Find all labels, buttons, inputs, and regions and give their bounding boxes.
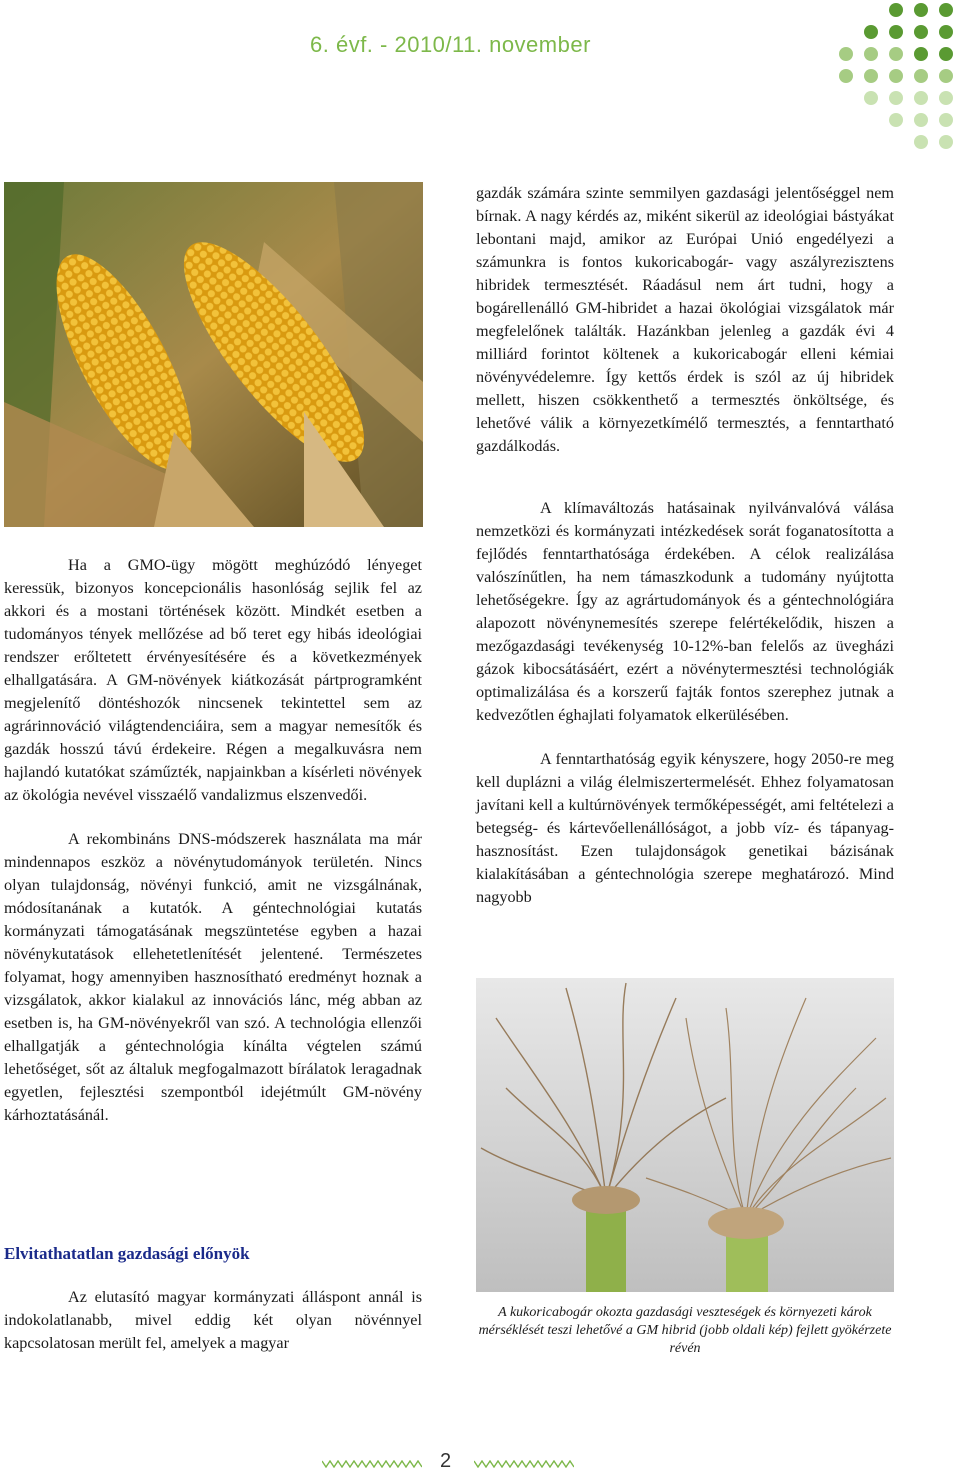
paragraph: Az elutasító magyar kormányzati álláspont annál is indokolatlanabb, mivel eddig két olyan növénnyel kapcsolatosan merült fel, amelyek a magyar xyxy=(4,1288,422,1352)
issue-header: 6. évf. - 2010/11. november xyxy=(310,32,591,57)
left-text-column xyxy=(4,554,422,1148)
footer-ornament-right xyxy=(474,1460,574,1468)
page-number: 2 xyxy=(440,1450,452,1472)
photo-caption: A kukoricabogár okozta gazdasági veszteségek és környezeti károk mérséklését teszi lehetővé a GM hibrid (jobb oldali kép) fejlett gyökérzete révén xyxy=(478,1305,892,1356)
gm-roots-comparison-photo xyxy=(476,978,894,1292)
paragraph: A fenntarthatóság egyik kényszere, hogy 2050-re meg kell duplázni a világ élelmiszertermelését. Ehhez folyamatosan javítani kell a kultúrnövények termőképességét, ami feltételezi a betegség- és kártevőellenállóságot, a jobb víz- és tápanyag-hasznosítást. Ezen tulajdonságok genetikai bázisának kialakításában a géntechnológia szerepe meghatározó. Mind nagyobb xyxy=(476,750,894,906)
right-text-column xyxy=(476,182,894,479)
left-text-column-bottom xyxy=(4,1242,422,1376)
corn-cobs-photo xyxy=(4,182,423,527)
paragraph: gazdák számára szinte semmilyen gazdasági jelentőséggel nem bírnak. A nagy kérdés az, miként sikerül az ideológiai bástyákat lebontani majd, amikor az Európai Unió engedélyezi a számunkra is fontos kukoricabogár- vagy aszályrezisztens hibridek termesztését. Ráadásul nem árt tudni, hogy a bogárellenálló GM-hibridet a hazai ökológiai vizsgálatok már megfelelőnek találták. Hazánkban jelenleg a gazdák évi 4 milliárd forintot költenek a kukoricabogár elleni kémiai növényvédelemre. Így kettős érdek is szól az új hibridek mellett, hiszen csökkenthető a termesztés önköltsége, és lehetővé válik a környezetkímélő termesztés, a fenntartható gazdálkodás. xyxy=(476,184,894,455)
section-heading: Elvitathatatlan gazdasági előnyök xyxy=(4,1244,250,1263)
paragraph: Ha a GMO-ügy mögött meghúzódó lényeget keressük, bizonyos koncepcionális hasonlóság sejlik fel az akkori és a mostani történések között. Mindkét esetben a tudományos tények mellőzése ad bő teret egy hibás ideológiai rendszer erőltetett érvényesítésére és a következmények elhallgatására. A GM-növények kiátkozását pártprogramként megjelenítő döntéshozók nincsenek tekintettel sem az agrárinnováció világtendenciáira, sem a magyar nemesítők és gazdák hosszú távú érdekeire. Régen a megalkuvásra nem hajlandó kutatókat száműzték, napjainkban a kísérleti növények az ökológia nevével visszaélő vandalizmus elszenvedői. xyxy=(4,556,422,804)
decorative-dot-pattern xyxy=(826,0,960,158)
paragraph: A rekombináns DNS-módszerek használata ma már mindennapos eszköz a növénytudományok területén. Nincs olyan tulajdonság, növényi funkció, amit ne vizsgálnának, módosítanának a kutatók. A géntechnológiai kutatás kormányzati támogatásának megszüntetése egyben a hazai növénykutatások ellehetetlenítését jelentené. Természetes folyamat, hogy amennyiben hasznosítható eredményt hoznak a vizsgálatok, akkor kialakul az innovációs lánc, még abban az esetben is, ha GM-növényekről van szó. A technológia ellenzői elhallgatják a géntechnológia kínálta végtelen számú lehetőséget, sőt az általuk megfogalmazott bírálatok leragadnak egyetlen, fejlesztési szempontból idejétmúlt GM-növény kárhoztatásánál. xyxy=(4,830,422,1124)
paragraph: A klímaváltozás hatásainak nyilvánvalóvá válása nemzetközi és kormányzati intézkedések sorát foganatosította a fejlődés fenntarthatósága érdekében. A célok realizálása valószínűtlen, ha nem támaszkodunk a tudomány nyújtotta lehetőségekre. Így az agrártudományok és a géntechnológiára alapozott növénynemesítés szerepe felértékelődik, hiszen a mezőgazdasági tevékenység 10-12%-ban felelős az üvegházi gázok kibocsátásáért, ezért a növénytermesztési technológiák optimalizálása és a korszerű fajták fontos szerephez jutnak a kedvezőtlen éghajlati folyamatok elkerülésében. xyxy=(476,499,894,724)
footer-ornament-left xyxy=(322,1460,422,1468)
right-text-column-middle xyxy=(476,497,894,930)
